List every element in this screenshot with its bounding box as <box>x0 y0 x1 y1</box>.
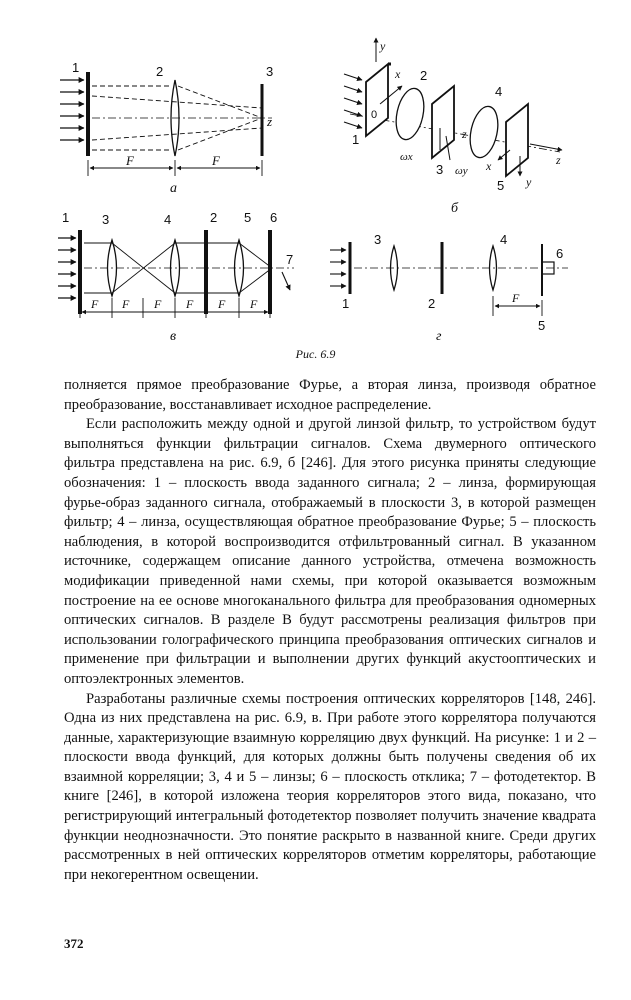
panel-b-label-5: 5 <box>497 178 505 193</box>
paragraph-correlator: Разработаны различные схемы построения оптических корреляторов [148, 246]. Одна из них представлена на рис. 6.9, в. При работе этого коррелятора получаются данные, характеризующие взаимную корреляцию двух функций. На рисунке: 1 и 2 – плоскости ввода функций, для которых должны быть получены сведения об их взаимной корреляции; 3, 4 и 5 – линзы; 6 – плоскость отклика; 7 – фотодетектор. В книге [246], в которой изложена теория корреляторов этого вида, показано, что регистрирующий интегральный фотодетектор позволяет получить значение квадрата функции неоднозначности. Это понятие раскрыто в названной книге. Среди других рассмотренных в ней оптических корреляторов отметим корреляторы, работающие при некогерентном освещении. <box>64 690 596 883</box>
panel-v-label-1: 1 <box>62 210 70 225</box>
figure-drawing <box>0 0 631 360</box>
panel-a-z-label: z <box>267 114 273 129</box>
panel-g-label-1: 1 <box>342 296 350 311</box>
input-arrows <box>58 238 76 298</box>
page-number: 372 <box>64 936 84 951</box>
panel-b-omega-y: ωy <box>455 165 468 177</box>
panel-b-axis-x2: x <box>486 159 492 173</box>
panel-b-omega-x: ωx <box>400 151 413 163</box>
panel-v-focal-6: F <box>250 297 258 311</box>
panel-a-focal-1: F <box>126 153 134 168</box>
panel-g-label-6: 6 <box>556 246 564 261</box>
panel-v-focal-3: F <box>154 297 162 311</box>
input-arrows <box>344 74 362 128</box>
panel-v-focal-2: F <box>122 297 130 311</box>
panel-g-label-2: 2 <box>428 296 436 311</box>
panel-v-focal-5: F <box>218 297 226 311</box>
panel-b-label-3: 3 <box>436 162 444 177</box>
panel-a-label-2: 2 <box>156 64 164 79</box>
panel-b-axis-y2: y <box>526 175 532 189</box>
figure-caption: Рис. 6.9 <box>295 347 336 361</box>
panel-v-label-5: 5 <box>244 210 252 225</box>
panel-v-label-6: 6 <box>270 210 278 225</box>
input-arrows <box>330 250 346 286</box>
panel-v-focal-4: F <box>186 297 194 311</box>
panel-v-focal-1: F <box>91 297 99 311</box>
focal-dimension <box>80 298 270 318</box>
panel-b-label-4: 4 <box>495 84 503 99</box>
panel-g-caption: г <box>436 329 442 344</box>
panel-g <box>330 242 568 316</box>
panel-v-label-2: 2 <box>210 210 218 225</box>
panel-b-origin: 0 <box>371 109 378 121</box>
panel-b <box>344 38 562 176</box>
panel-b-axis-x1: x <box>395 67 401 81</box>
panel-v-label-4: 4 <box>164 212 172 227</box>
filter-plane <box>432 86 454 158</box>
panel-a-label-1: 1 <box>72 60 80 75</box>
panel-b-label-2: 2 <box>420 68 428 83</box>
panel-g-focal: F <box>512 291 520 305</box>
panel-g-label-4: 4 <box>500 232 508 247</box>
input-arrows <box>60 80 84 140</box>
panel-b-caption: б <box>451 201 459 216</box>
paragraph-filter: Если расположить между одной и другой линзой фильтр, то устройством будут выполняться функции фильтрации сигналов. Схема двумерного оптического фильтра представлена на рис. 6.9, б [246]. Для этого рисунка приняты следующие обозначения: 1 – плоскость ввода заданного сигнала; 2 – линза, формирующая фурье-образ заданного сигнала, отображаемый в плоскости 3, в которой размещен фильтр; 4 – линза, осуществляющая обратное преобразование Фурье; 5 – плоскость наблюдения, в которой воспроизводится отфильтрованный сигнал. В указанном источнике, содержащем описание данного устройства, отмечена возможность модификации приведенной нами схемы, при которой оказывается возможным построение на ее основе многоканального фильтра для преобразования одномерных оптических сигналов. В разделе В будут рассмотрены реализация фильтров при использовании голографического принципа преобразования оптических сигналов и применение при фильтрации и выполнении других функций акустооптических и оптоэлектронных элементов. <box>64 416 596 687</box>
panel-v-label-3: 3 <box>102 212 110 227</box>
panel-b-axis-z2: z <box>556 153 561 167</box>
panel-a <box>60 72 272 176</box>
output-plane <box>506 104 528 176</box>
panel-v-label-7: 7 <box>286 252 294 267</box>
lens-4 <box>466 104 502 160</box>
panel-b-label-1: 1 <box>352 132 360 147</box>
focal-dimension <box>88 160 262 176</box>
figure-6-9 <box>0 0 631 360</box>
lens-2 <box>392 86 428 142</box>
panel-g-label-3: 3 <box>374 232 382 247</box>
panel-b-axis-y1: y <box>380 39 386 53</box>
panel-a-label-3: 3 <box>266 64 274 79</box>
paragraph-continuation: полняется прямое преобразование Фурье, а вторая линза, производя обратное преобразование, восстанавливает исходное распределение. <box>64 377 596 413</box>
panel-a-caption: а <box>170 181 177 196</box>
body-text <box>64 376 596 885</box>
panel-b-axis-z1: z <box>462 127 467 141</box>
panel-g-label-5: 5 <box>538 318 546 333</box>
panel-a-focal-2: F <box>212 153 220 168</box>
panel-v-caption: в <box>170 329 177 344</box>
